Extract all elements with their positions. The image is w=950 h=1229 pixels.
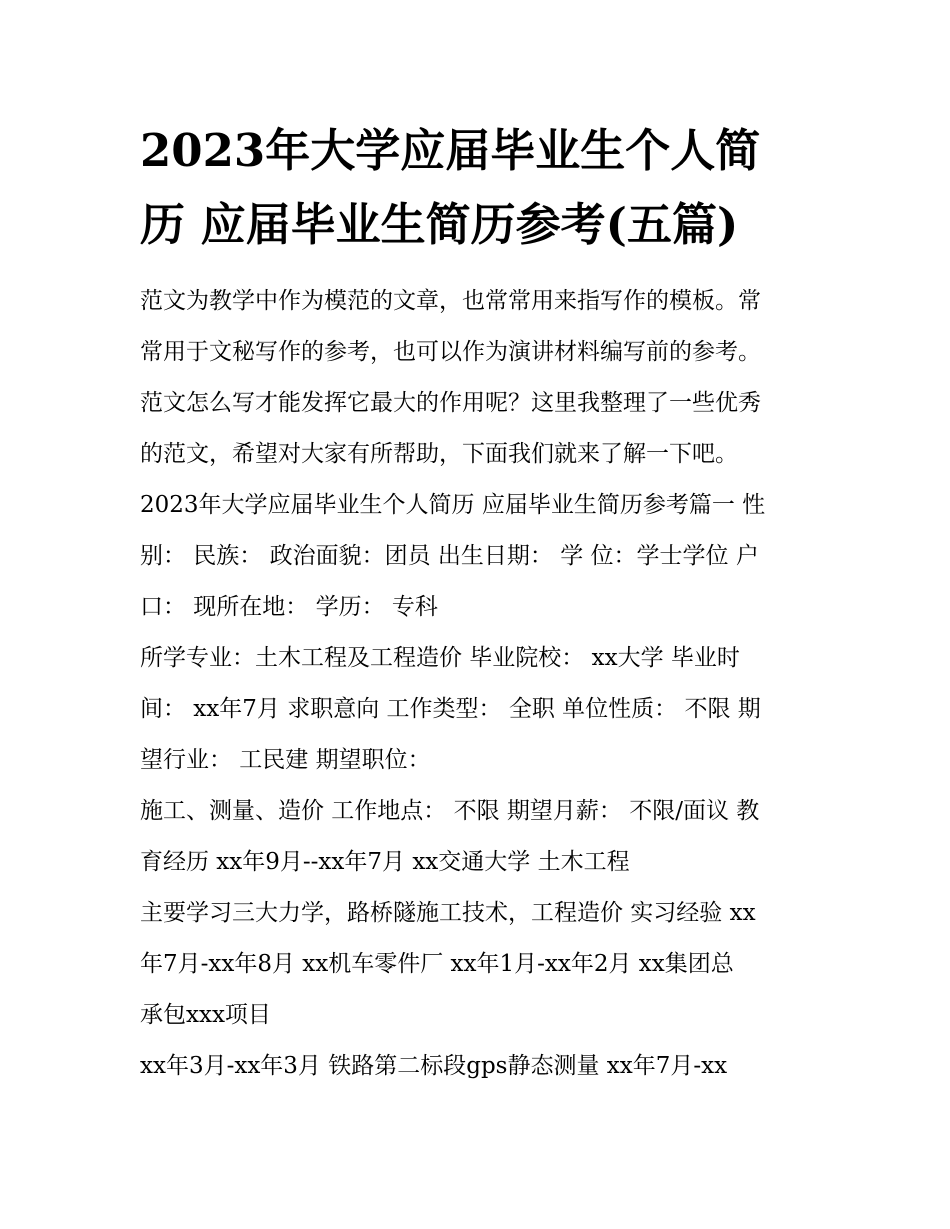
title-line-2: 历 应届毕业生简历参考(五篇) [140, 198, 739, 251]
body-line: 承包xxx项目 [140, 1002, 271, 1028]
body-line: 育经历 xx年9月--xx年7月 xx交通大学 土木工程 [140, 849, 630, 875]
body-line: 施工、测量、造价 工作地点： 不限 期望月薪： 不限/面议 教 [140, 798, 760, 824]
title-line-1: 2023年大学应届毕业生个人简 [140, 124, 761, 177]
body-line: 别： 民族： 政治面貌：团员 出生日期： 学 位：学士学位 户 [140, 543, 759, 569]
body-line: 间： xx年7月 求职意向 工作类型： 全职 单位性质： 不限 期 [140, 696, 761, 722]
document-title [140, 114, 840, 262]
body-line: 常用于文秘写作的参考，也可以作为演讲材料编写前的参考。 [140, 339, 761, 365]
body-line: 口： 现所在地： 学历： 专科 [140, 594, 438, 620]
body-line: xx年3月-xx年3月 铁路第二标段gps静态测量 xx年7月-xx [140, 1053, 728, 1079]
body-line: 范文怎么写才能发挥它最大的作用呢？这里我整理了一些优秀 [140, 390, 761, 416]
body-line: 2023年大学应届毕业生个人简历 应届毕业生简历参考篇一 性 [140, 492, 766, 518]
body-line: 所学专业：土木工程及工程造价 毕业院校： xx大学 毕业时 [140, 645, 740, 671]
body-line: 范文为教学中作为模范的文章，也常常用来指写作的模板。常 [140, 288, 761, 314]
body-line: 望行业： 工民建 期望职位： [140, 747, 431, 773]
body-line: 主要学习三大力学，路桥隧施工技术，工程造价 实习经验 xx [140, 900, 756, 926]
document-body [140, 276, 820, 1092]
body-line: 的范文，希望对大家有所帮助，下面我们就来了解一下吧。 [140, 441, 738, 467]
body-line: 年7月-xx年8月 xx机车零件厂 xx年1月-xx年2月 xx集团总 [140, 951, 734, 977]
